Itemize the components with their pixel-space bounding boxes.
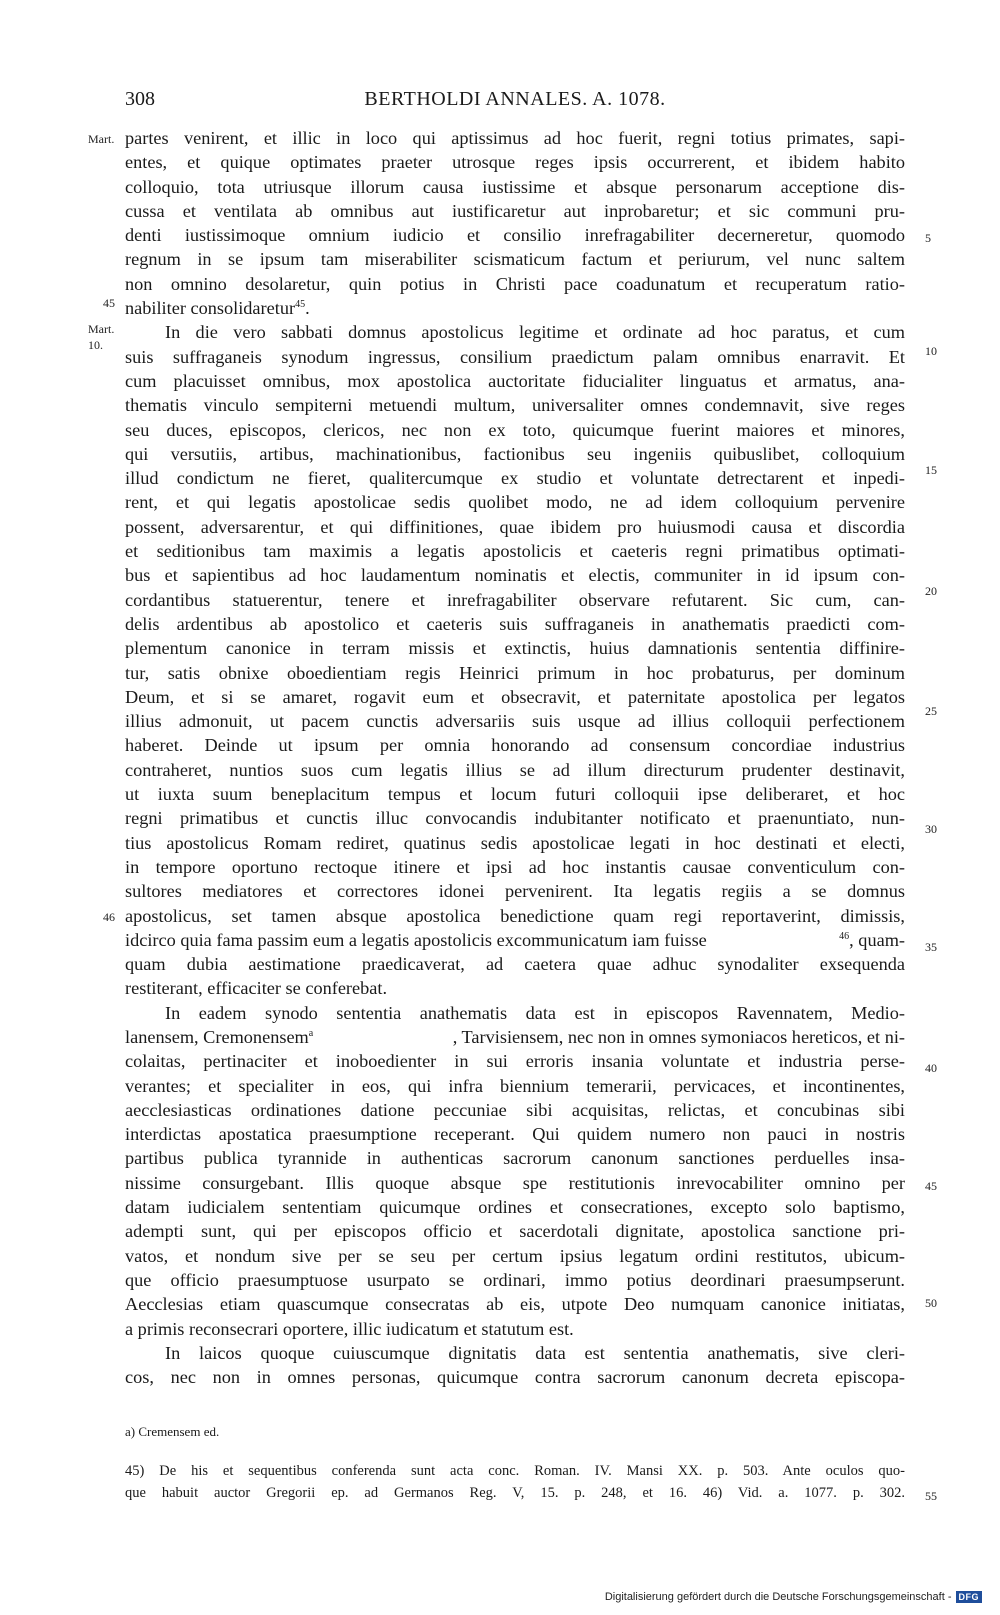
- text-line: delis ardentibus ab apostolico et caeteris suis suffraganeis in anathematis praedicti com-: [125, 613, 905, 634]
- footnote-line: que habuit auctor Gregorii ep. ad Germanos Reg. V, 15. p. 248, et 16. 46) Vid. a. 1077. p. 302.: [125, 1485, 905, 1501]
- line-number: 30: [925, 822, 937, 836]
- text-line: restiterant, efficaciter se conferebat.: [125, 978, 388, 999]
- text-span: nabiliter consolidaretur: [125, 298, 296, 319]
- margin-date-mart: Mart.: [88, 322, 115, 336]
- text-line: colaitas, pertinaciter et inoboedienter in sui erroris insania voluntate et industria perse-: [125, 1051, 905, 1072]
- line-number: 15: [925, 463, 937, 477]
- line-number: 45: [925, 1179, 937, 1193]
- text-line: thematis vinculo sempiterni metuendi multum, universaliter omnes condemnavit, sive reges: [125, 395, 905, 416]
- text-line: datam iudicialem sententiam quicumque ordines et consecrationes, excepto solo baptismo,: [125, 1197, 905, 1218]
- margin-footnote-ref-46: 46: [103, 910, 115, 924]
- text-line: tur, satis obnixe oboedientiam regis Heinrici primum in hoc probaturus, per dominum: [125, 662, 905, 683]
- text-line: haberet. Deinde ut ipsum per omnia honorando ad consensum concordiae industrius: [125, 735, 905, 756]
- text-line: [125, 1025, 905, 1049]
- line-number: 50: [925, 1296, 937, 1310]
- running-header: [125, 88, 905, 118]
- text-line: cussa et ventilata ab omnibus aut iustificaretur aut inprobaretur; et sic communi pru-: [125, 200, 905, 221]
- running-title: BERTHOLDI ANNALES. A. 1078.: [364, 88, 666, 110]
- footnote-ref-45: 45: [295, 298, 306, 310]
- text-line: plementum canonice in terram missis et extinctis, huius damnationis sententia diffinire-: [125, 638, 905, 659]
- text-line: denti iustissimoque omnium iudicio et consilio inrefragabiliter decerneretur, quomodo: [125, 225, 905, 246]
- paragraph-start-line: In die vero sabbati domnus apostolicus legitime et ordinate ad hoc paratus, et cum: [165, 322, 905, 343]
- text-line: partibus publica tyrannide in authenticas sacrorum canonum sanctiones perduelles insa-: [125, 1148, 905, 1169]
- text-line: nissime consurgebant. Illis quoque absque spe restitutionis inrevocabiliter omnino per: [125, 1172, 905, 1193]
- margin-date-day: 10.: [88, 338, 103, 352]
- text-line: seu duces, episcopos, clericos, nec non ex toto, quicumque fuerint maiores et minores,: [125, 419, 905, 440]
- text-span: lanensem, Cremonensem: [125, 1026, 309, 1047]
- text-line: cordantibus statuerentur, tenere et inrefragabiliter observare refutarent. Sic cum, can-: [125, 589, 905, 610]
- digitization-credit: [605, 1591, 982, 1603]
- text-line: regnum in se ipsum tam miserabiliter scismaticum factum et periurum, vel nunc saltem: [125, 249, 905, 270]
- text-line: que officio praesumptuose usurpato se ordinari, immo potius deordinari praesumpserunt.: [125, 1269, 905, 1290]
- line-number: 20: [925, 584, 937, 598]
- text-line: verantes; et specialiter in eos, qui infra biennium temerarii, pervicaces, et incontinentes,: [125, 1075, 905, 1096]
- text-line: cos, nec non in omnes personas, quicumque contra sacrorum canonum decreta episcopa-: [125, 1367, 905, 1388]
- text-line: adempti sunt, qui per episcopos officio et sacerdotali dignitate, apostolica sanctione pri-: [125, 1221, 905, 1242]
- text-line: aecclesiasticas ordinationes datione peccuniae sibi acquisitas, relictas, et concubinas sibi: [125, 1099, 905, 1120]
- text-line: ut iuxta suum beneplacitum tempus et locum futuri colloquii ipse deliberaret, et hoc: [125, 784, 905, 805]
- line-number: 35: [925, 940, 937, 954]
- text-line: Aecclesias etiam quascumque consecratas ab eis, utpote Deo numquam canonice initiatas,: [125, 1294, 905, 1315]
- editorial-note-a: a) Cremensem ed.: [125, 1424, 220, 1439]
- line-number: 10: [925, 344, 937, 358]
- footnote-line: 45) De his et sequentibus conferenda sunt acta conc. Roman. IV. Mansi XX. p. 503. Ante oculos quo-: [125, 1463, 905, 1479]
- text-line: bus et sapientibus ad hoc laudamentum nominatis et electis, communiter in id ipsum con-: [125, 565, 905, 586]
- text-line: interdictas apostatica praesumptione receperant. Qui quidem numero non pauci in nostris: [125, 1124, 905, 1145]
- footnote-ref-46: 46: [839, 930, 850, 942]
- margin-footnote-ref-45: 45: [103, 296, 115, 310]
- text-span: , Tarvisiensem, nec non in omnes symoniacos hereticos, et ni-: [452, 1026, 905, 1047]
- text-line: colloquio, tota utriusque illorum causa iustissime et absque personarum acceptione dis-: [125, 176, 905, 197]
- line-number: 55: [925, 1489, 937, 1503]
- line-number: 5: [925, 231, 931, 245]
- text-line: possent, adversarentur, et qui diffinitiones, quae ibidem pro huiusmodi causa et discordia: [125, 516, 905, 537]
- text-line: non omnino desolaretur, quin potius in Christi pace coadunatum et recuperatum ratio-: [125, 273, 905, 294]
- text-span: .: [305, 298, 310, 319]
- text-line: partes venirent, et illic in loco qui aptissimus ad hoc fuerit, regni totius primates, sapi-: [125, 128, 905, 148]
- dfg-logo: DFG: [956, 1591, 983, 1603]
- text-line: qui versutiis, artibus, machinationibus, factionibus seu ingeniis quibuslibet, colloquium: [125, 443, 905, 464]
- page-number: 308: [125, 88, 155, 110]
- text-line: regni primatibus et cunctis illuc convocandis indubitanter notificato et praenuntiato, nun-: [125, 808, 905, 829]
- text-line: rent, et qui legatis apostolicae sedis quolibet modo, ne ad idem colloquium pervenire: [125, 492, 905, 513]
- text-line: suis suffraganeis synodum ingressus, consilium praedictum palam omnibus enarravit. Et: [125, 346, 905, 367]
- text-span: , quam-: [849, 929, 905, 950]
- text-line: cum placuisset omnibus, mox apostolica auctoritate fiducialiter linguatus et armatus, ana-: [125, 370, 905, 391]
- text-line: quam dubia aestimatione praedicaverat, ad caetera quae adhuc synodaliter exsequenda: [125, 954, 905, 975]
- text-span: idcirco quia fama passim eum a legatis apostolicis excommunicatum iam fuisse: [125, 929, 707, 950]
- text-line: vatos, et nondum sive per se seu per certum ipsius legatum ordini restitutos, ubicum-: [125, 1245, 905, 1266]
- footnotes: [125, 1460, 905, 1504]
- text-line: illius admonuit, ut pacem cunctis adversariis suis usque ad illius colloquii perfectionem: [125, 711, 905, 732]
- paragraph-start-line: In laicos quoque cuiuscumque dignitatis data est sententia anathematis, sive cleri-: [165, 1342, 905, 1363]
- text-line: Deum, et si se amaret, rogavit eum et obsecravit, et paternitate apostolica per legatos: [125, 686, 905, 707]
- margin-date-mart: Mart.: [88, 132, 115, 146]
- editorial-note-ref-a: a: [308, 1027, 314, 1039]
- text-line: entes, et quique optimates praeter utrosque reges ipsis occurrerent, et ibidem habito: [125, 152, 905, 173]
- main-text: [125, 126, 905, 1389]
- text-line: in tempore oportuno rectoque itinere et ipsi ad hoc instantis causae conventiculum con-: [125, 856, 905, 877]
- digitization-credit-text: Digitalisierung gefördert durch die Deutsche Forschungsgemeinschaft -: [604, 1591, 952, 1603]
- text-line: tius apostolicus Romam rediret, quatinus sedis apostolicae legati in hoc destinati et electi,: [125, 832, 905, 853]
- text-line: illud condictum ne fieret, qualitercumque ex studio et voluntate detrectarent et inpedi-: [125, 468, 905, 489]
- paragraph-start-line: In eadem synodo sententia anathematis data est in episcopos Ravennatem, Medio-: [165, 1002, 905, 1023]
- text-line: apostolicus, set tamen absque apostolica benedictione quam regi reportaverint, dimissis,: [125, 905, 905, 926]
- text-line: a primis reconsecrari oportere, illic iudicatum et statutum est.: [125, 1318, 574, 1339]
- text-line: [125, 928, 905, 952]
- text-line: [125, 296, 905, 320]
- text-line: sultores mediatores et correctores idonei pervenirent. Ita legatis regiis a se domnus: [125, 881, 905, 902]
- line-number: 25: [925, 704, 937, 718]
- text-line: et seditionibus tam maximis a legatis apostolicis et caeteris regni primatibus optimati-: [125, 541, 905, 562]
- line-number: 40: [925, 1061, 937, 1075]
- text-line: contraheret, nuntios suos cum legatis illius se ad illum directurum prudenter destinavit,: [125, 759, 905, 780]
